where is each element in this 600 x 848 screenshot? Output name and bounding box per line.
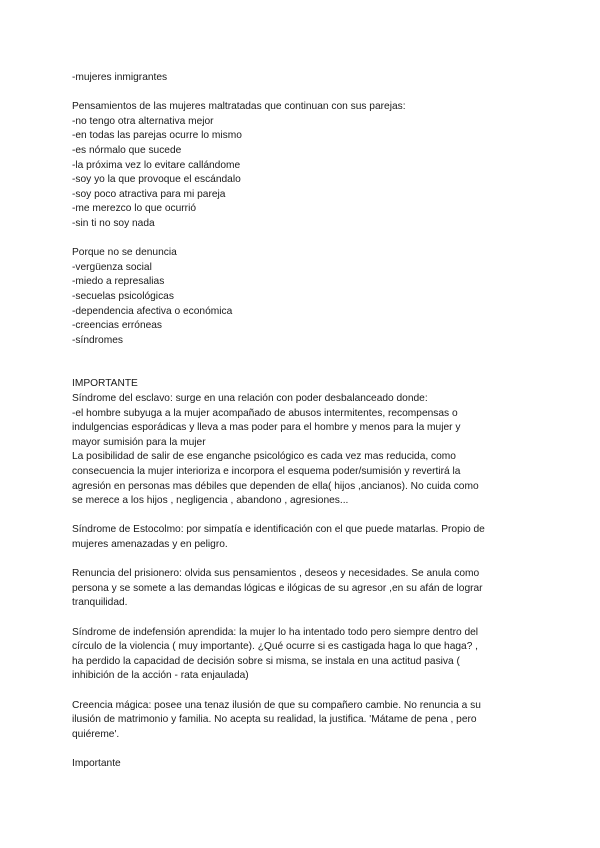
- paragraph-line: La posibilidad de salir de ese enganche psicológico es cada vez mas reducida, como: [72, 451, 456, 463]
- paragraph-line: -el hombre subyuga a la mujer acompañado de abusos intermitentes, recompensas o: [72, 407, 458, 419]
- paragraph-line: círculo de la violencia ( muy importante). ¿Qué ocurre si es castigada haga lo que haga? ,: [72, 641, 479, 653]
- paragraph-line: Síndrome del esclavo: surge en una relación con poder desbalanceado donde:: [72, 393, 428, 405]
- denuncia-heading: Porque no se denuncia: [72, 247, 177, 259]
- pensamientos-heading: Pensamientos de las mujeres maltratadas que continuan con sus parejas:: [72, 101, 406, 113]
- paragraph-line: mujeres amenazadas y en peligro.: [72, 539, 228, 550]
- paragraph-line: mayor sumisión para la mujer: [72, 436, 206, 448]
- creencia-paragraph: [72, 699, 532, 743]
- list-item: -miedo a represalias: [72, 276, 165, 288]
- paragraph-line: Creencia mágica: posee una tenaz ilusión de que su compañero cambie. No renuncia a su: [72, 699, 481, 711]
- importante-section: [72, 377, 532, 508]
- list-item: -es nórmalo que sucede: [72, 144, 182, 156]
- footer-heading: Importante: [72, 757, 121, 769]
- list-item: -en todas las parejas ocurre lo mismo: [72, 130, 242, 142]
- paragraph-line: tranquilidad.: [72, 597, 128, 609]
- list-item: -soy poco atractiva para mi pareja: [72, 188, 226, 200]
- paragraph-line: agresión en personas mas débiles que dependen de ella( hijos ,ancianos). No cuida como: [72, 480, 479, 492]
- paragraph-line: inhibición de la acción - rata enjaulada): [72, 670, 249, 682]
- intro-line: -mujeres inmigrantes: [72, 72, 168, 83]
- list-item: -secuelas psicológicas: [72, 290, 174, 302]
- list-item: -me merezco lo que ocurrió: [72, 203, 196, 215]
- paragraph-line: ilusión de matrimonio y familia. No acepta su realidad, la justifica. 'Mátame de pena , pero: [72, 714, 477, 726]
- document-body: [72, 71, 532, 772]
- list-item: -soy yo la que provoque el escándalo: [72, 174, 241, 186]
- pensamientos-section: [72, 100, 532, 231]
- prisionero-paragraph: [72, 567, 532, 611]
- list-item: -la próxima vez lo evitare callándome: [72, 159, 241, 171]
- importante-heading: IMPORTANTE: [72, 378, 138, 390]
- list-item: -síndromes: [72, 334, 123, 346]
- denuncia-section: [72, 246, 532, 348]
- paragraph-line: Renuncia del prisionero: olvida sus pensamientos , deseos y necesidades. Se anula como: [72, 568, 480, 580]
- list-item: -dependencia afectiva o económica: [72, 305, 233, 317]
- paragraph-line: quiéreme'.: [72, 728, 120, 740]
- list-item: -no tengo otra alternativa mejor: [72, 115, 214, 127]
- list-item: -vergüenza social: [72, 261, 152, 273]
- paragraph-line: Síndrome de indefensión aprendida: la mujer lo ha intentado todo pero siempre dentro del: [72, 626, 479, 638]
- paragraph-line: persona y se somete a las demandas lógicas e ilógicas de su agresor ,en su afán de lograr: [72, 582, 483, 594]
- list-item: -sin ti no soy nada: [72, 217, 155, 229]
- paragraph-line: Síndrome de Estocolmo: por simpatía e identificación con el que puede matarlas. Propio de: [72, 524, 485, 536]
- estocolmo-paragraph: [72, 523, 532, 552]
- paragraph-line: se merece a los hijos , negligencia , abandono , agresiones...: [72, 495, 349, 507]
- paragraph-line: ha perdido la capacidad de decisión sobre si misma, se instala en una actitud pasiva (: [72, 655, 460, 667]
- paragraph-line: indulgencias esporádicas y lleva a mas poder para el hombre y menos para la mujer y: [72, 422, 461, 434]
- indefension-paragraph: [72, 626, 532, 684]
- paragraph-line: consecuencia la mujer interioriza e incorpora el esquema poder/sumisión y revertirá la: [72, 466, 461, 478]
- list-item: -creencias erróneas: [72, 320, 163, 332]
